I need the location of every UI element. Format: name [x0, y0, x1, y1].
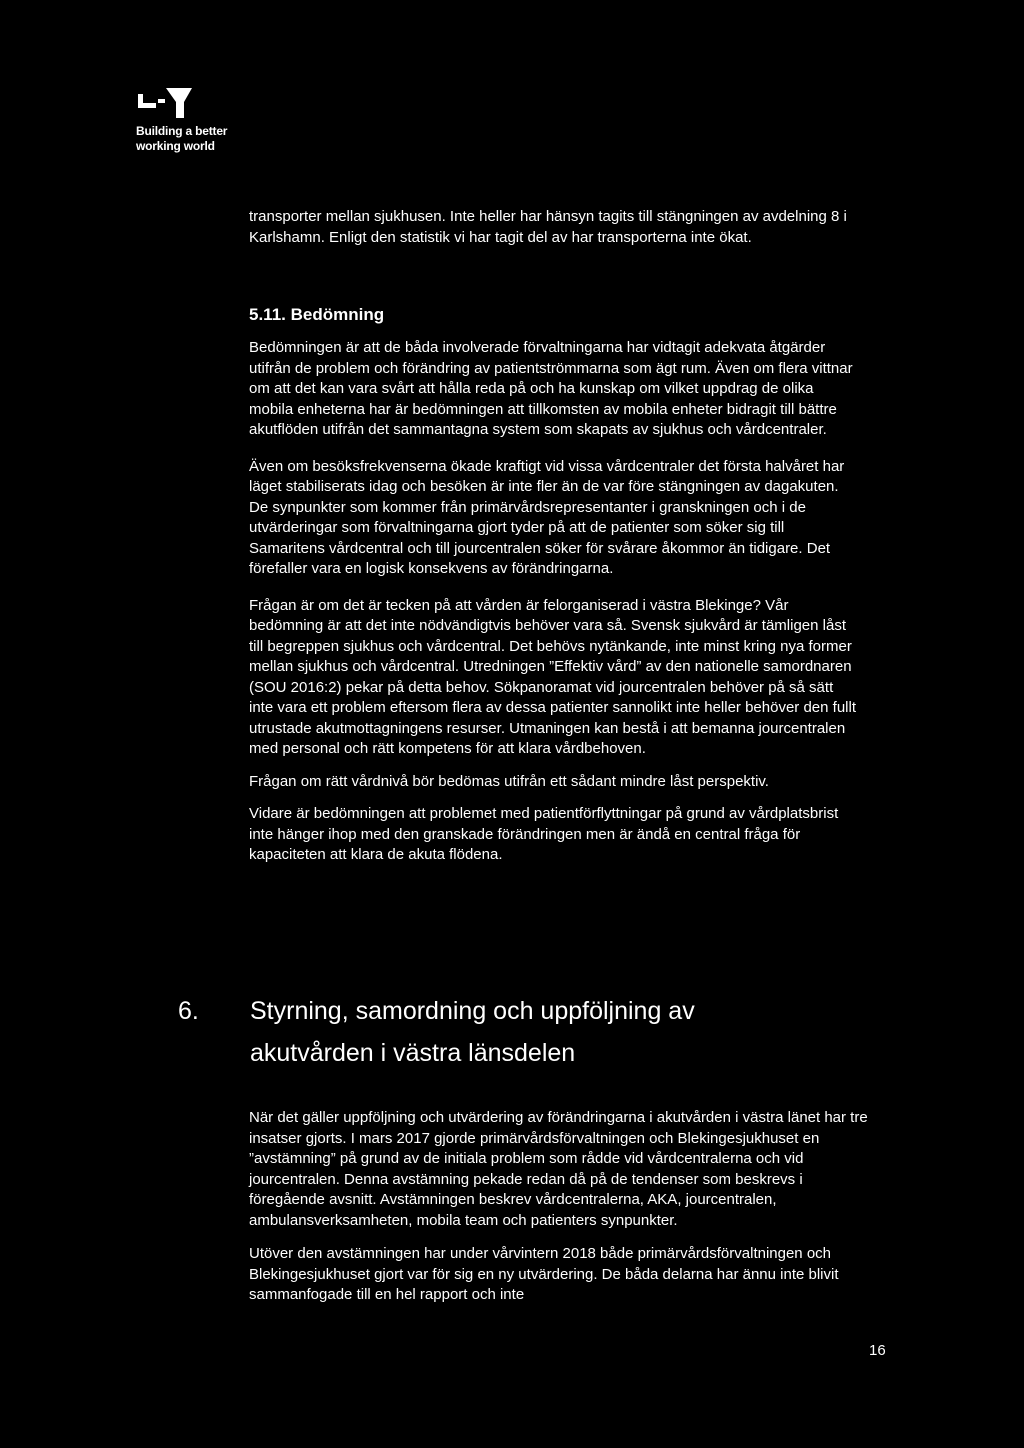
section-5-11-paragraph: Vidare är bedömningen att problemet med patientförflyttningar på grund av vårdplatsbrist inte hänger ihop med den granskade förändringen men är ändå en central fråga för kapaciteten att klara de akuta flödena.	[249, 805, 839, 863]
logo-tagline-line1: Building a better	[136, 124, 228, 138]
section-5-11-heading: 5.11. Bedömning	[249, 305, 385, 324]
ey-logo	[136, 86, 227, 154]
section-5-11-paragraph: Frågan är om det är tecken på att vården är felorganiserad i västra Blekinge? Vår bedömning är att det inte nödvändigtvis behöver vara så. Svensk sjukvård är tämligen låst till begreppen sjukhus och vårdcentral. Det behövs nytänkande, inte minst kring nya former mellan sjukhus och vårdcentral. Utredningen ”Effektiv vård” av den nationelle samordnaren (SOU 2016:2) pekar på detta behov. Sökpanoramat vid jourcentralen behöver på så sätt inte vara ett problem eftersom flera av dessa patienter sannolikt inte heller behöver den fullt utrustade akutmottagningens resurser. Utmaningen kan bestå i att bemanna jourcentralen med personal och rätt kompetens för att klara vårdbehoven.	[249, 596, 857, 757]
ey-logo-icon	[136, 86, 194, 118]
section-5-11-paragraph: Frågan om rätt vårdnivå bör bedömas utifrån ett sådant mindre låst perspektiv.	[249, 772, 769, 790]
logo-tagline	[136, 124, 227, 154]
logo-tagline-line2: working world	[136, 139, 215, 153]
section-6-title-line1: Styrning, samordning och uppföljning av	[250, 997, 695, 1025]
section-6-paragraph: När det gäller uppföljning och utvärdering av förändringarna i akutvården i västra länet har tre insatser gjorts. I mars 2017 gjorde primärvårdsförvaltningen och Blekingesjukhuset en ”avstämning” på grund av de initiala problem som rådde vid vårdcentralerna och vid jourcentralen. Denna avstämning pekade redan då på de tendenser som beskrevs i föregående avsnitt. Avstämningen beskrev vårdcentralerna, AKA, jourcentralen, ambulansverksamheten, mobila team och patienters synpunkter.	[249, 1109, 868, 1229]
section-5-11-paragraph: Även om besöksfrekvenserna ökade kraftigt vid vissa vårdcentraler det första halvåret har läget stabiliserats idag och besöken är inte fler än de var före stängningen av dagakuten. De synpunkter som kommer från primärvårdsrepresentanter i granskningen och i de utvärderingar som förvaltningarna gjort tyder på att de patienter som söker sig till Samaritens vårdcentral och till jourcentralen söker för svårare åkommor än tidigare. Det förefaller vara en logisk konsekvens av förändringarna.	[249, 457, 845, 577]
intro-paragraph-block	[249, 207, 859, 248]
section-6-paragraph: Utöver den avstämningen har under vårvintern 2018 både primärvårdsförvaltningen och Blekingesjukhuset gjort var för sig en ny utvärdering. De båda delarna har ännu inte blivit sammanfogade till en hel rapport och inte	[249, 1245, 839, 1303]
section-6-title	[250, 990, 950, 1074]
page-number: 16	[869, 1342, 886, 1359]
section-5-11-body	[249, 338, 861, 866]
section-6-body	[249, 1108, 874, 1306]
section-6-title-line2: akutvården i västra länsdelen	[250, 1039, 576, 1067]
section-6-number: 6.	[178, 997, 199, 1025]
section-5-11-paragraph: Bedömningen är att de båda involverade förvaltningarna har vidtagit adekvata åtgärder utifrån de problem och förändring av patientströmmarna som ägt rum. Även om flera vittnar om att det kan vara svårt att hålla reda på och ha kunskap om vilket uppdrag de olika mobila enheterna har är bedömningen att tillkomsten av mobila enheter bidragit till bättre akutflöden utifrån det sammantagna system som skapats av sjukhus och vårdcentraler.	[249, 339, 853, 438]
intro-paragraph: transporter mellan sjukhusen. Inte heller har hänsyn tagits till stängningen av avdelning 8 i Karlshamn. Enligt den statistik vi har tagit del av har transporterna inte ökat.	[249, 208, 847, 246]
